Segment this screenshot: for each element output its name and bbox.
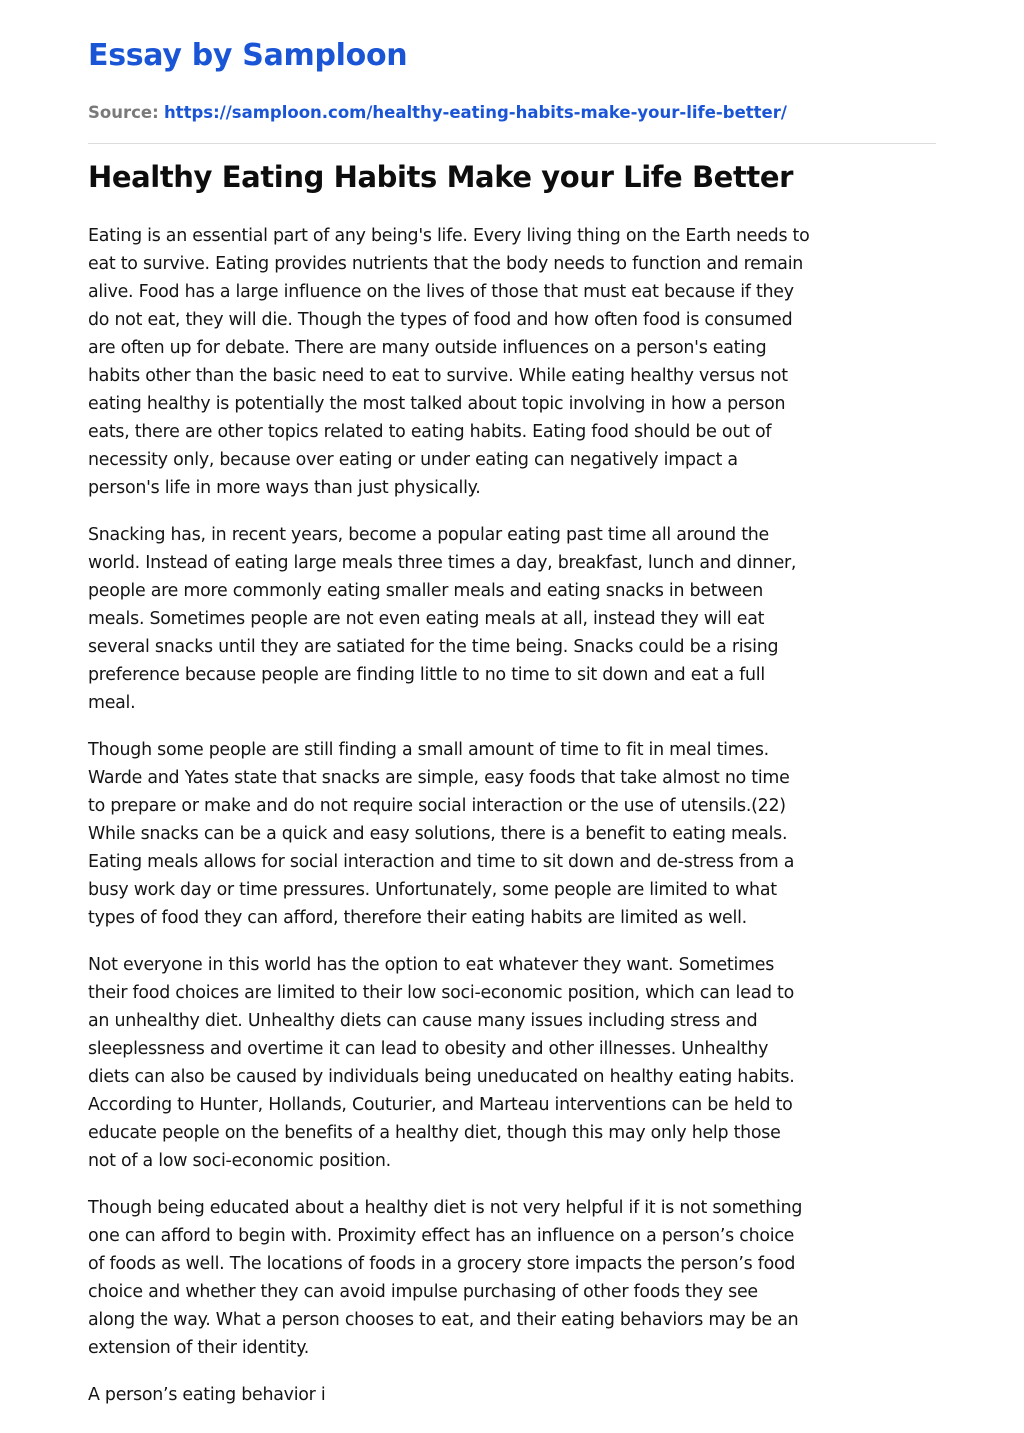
paragraph-line: to prepare or make and do not require social interaction or the use of utensils.(22) <box>88 796 786 816</box>
essay-title: Healthy Eating Habits Make your Life Better <box>88 160 794 194</box>
paragraph-line: people are more commonly eating smaller meals and eating snacks in between <box>88 581 763 601</box>
paragraph-line: their food choices are limited to their low soci-economic position, which can lead to <box>88 983 795 1003</box>
paragraph-line: of foods as well. The locations of foods in a grocery store impacts the person’s food <box>88 1254 796 1274</box>
essay-paragraph <box>88 222 938 502</box>
paragraph-line: Not everyone in this world has the option to eat whatever they want. Sometimes <box>88 955 775 975</box>
paragraph-line: A person’s eating behavior i <box>88 1385 326 1405</box>
essay-paragraph <box>88 521 938 717</box>
paragraph-line: necessity only, because over eating or under eating can negatively impact a <box>88 450 738 470</box>
paragraph-line: types of food they can afford, therefore their eating habits are limited as well. <box>88 908 747 928</box>
paragraph-line: sleeplessness and overtime it can lead to obesity and other illnesses. Unhealthy <box>88 1039 769 1059</box>
paragraph-line: meal. <box>88 693 136 713</box>
paragraph-line: According to Hunter, Hollands, Couturier, and Marteau interventions can be held to <box>88 1095 793 1115</box>
paragraph-line: eating healthy is potentially the most talked about topic involving in how a person <box>88 394 786 414</box>
essay-body <box>88 222 938 1428</box>
paragraph-line: habits other than the basic need to eat to survive. While eating healthy versus not <box>88 366 788 386</box>
paragraph-line: person's life in more ways than just physically. <box>88 478 481 498</box>
paragraph-line: Eating meals allows for social interaction and time to sit down and de-stress from a <box>88 852 795 872</box>
paragraph-line: eats, there are other topics related to eating habits. Eating food should be out of <box>88 422 772 442</box>
paragraph-line: Though being educated about a healthy diet is not very helpful if it is not something <box>88 1198 803 1218</box>
source-label: Source: <box>88 103 159 122</box>
paragraph-line: along the way. What a person chooses to eat, and their eating behaviors may be an <box>88 1310 799 1330</box>
paragraph-line: choice and whether they can avoid impulse purchasing of other foods they see <box>88 1282 758 1302</box>
paragraph-line: do not eat, they will die. Though the types of food and how often food is consumed <box>88 310 793 330</box>
paragraph-line: alive. Food has a large influence on the lives of those that must eat because if they <box>88 282 794 302</box>
paragraph-line: world. Instead of eating large meals three times a day, breakfast, lunch and dinner, <box>88 553 797 573</box>
paragraph-line: Though some people are still finding a small amount of time to fit in meal times. <box>88 740 769 760</box>
essay-paragraph <box>88 1381 938 1409</box>
source-line <box>88 102 787 124</box>
paragraph-line: not of a low soci-economic position. <box>88 1151 391 1171</box>
paragraph-line: Warde and Yates state that snacks are simple, easy foods that take almost no time <box>88 768 790 788</box>
paragraph-line: While snacks can be a quick and easy solutions, there is a benefit to eating meals. <box>88 824 788 844</box>
paragraph-line: are often up for debate. There are many outside influences on a person's eating <box>88 338 767 358</box>
header-divider <box>88 143 936 144</box>
paragraph-line: diets can also be caused by individuals being uneducated on healthy eating habits. <box>88 1067 795 1087</box>
paragraph-line: one can afford to begin with. Proximity effect has an influence on a person’s choice <box>88 1226 795 1246</box>
paragraph-line: busy work day or time pressures. Unfortunately, some people are limited to what <box>88 880 777 900</box>
paragraph-line: educate people on the benefits of a healthy diet, though this may only help those <box>88 1123 781 1143</box>
paragraph-line: preference because people are finding little to no time to sit down and eat a full <box>88 665 765 685</box>
paragraph-line: Eating is an essential part of any being's life. Every living thing on the Earth needs to <box>88 226 810 246</box>
paragraph-line: meals. Sometimes people are not even eating meals at all, instead they will eat <box>88 609 765 629</box>
paragraph-line: Snacking has, in recent years, become a popular eating past time all around the <box>88 525 769 545</box>
paragraph-line: extension of their identity. <box>88 1338 310 1358</box>
source-link[interactable]: https://samploon.com/healthy-eating-habits-make-your-life-better/ <box>163 103 787 122</box>
essay-paragraph <box>88 736 938 932</box>
paragraph-line: an unhealthy diet. Unhealthy diets can cause many issues including stress and <box>88 1011 758 1031</box>
paragraph-line: eat to survive. Eating provides nutrients that the body needs to function and remain <box>88 254 804 274</box>
essay-paragraph <box>88 951 938 1175</box>
essay-paragraph <box>88 1194 938 1362</box>
site-brand-title[interactable]: Essay by Samploon <box>88 38 408 73</box>
paragraph-line: several snacks until they are satiated for the time being. Snacks could be a rising <box>88 637 779 657</box>
